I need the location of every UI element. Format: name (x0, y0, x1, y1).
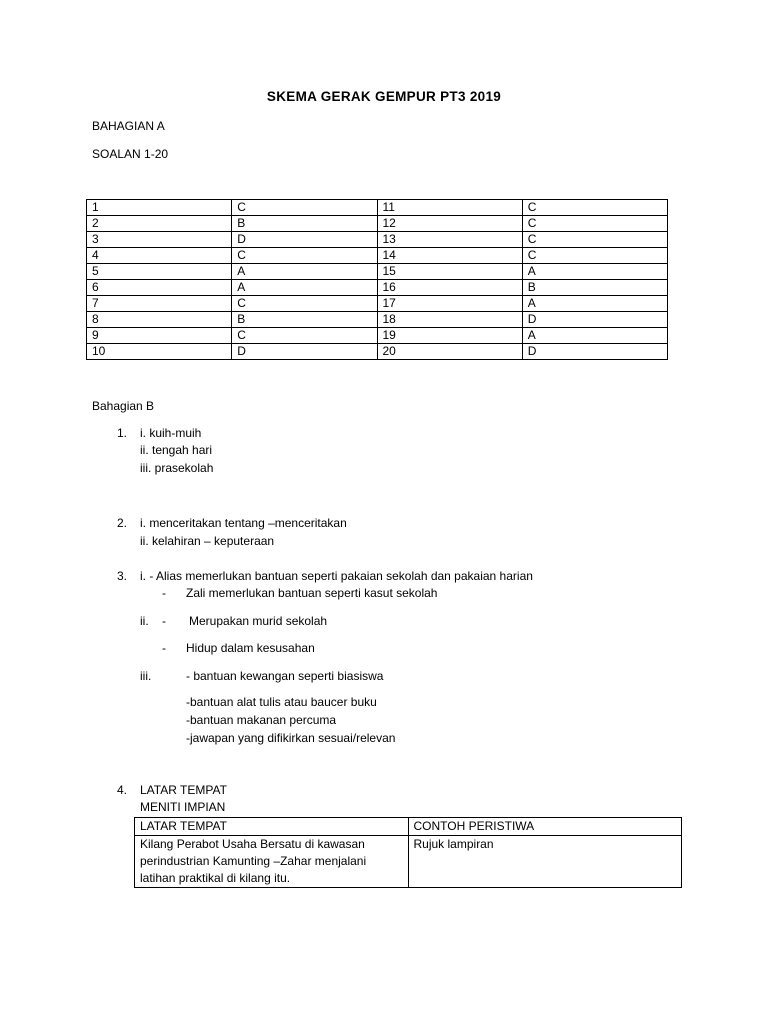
question-number: 8 (87, 312, 232, 328)
latar-header-tempat: LATAR TEMPAT (135, 818, 409, 836)
answer-letter: A (522, 296, 667, 312)
q3-answer-ii-2: Hidup dalam kesusahan (186, 641, 315, 655)
answer-letter: A (522, 328, 667, 344)
section-b-heading: Bahagian B (92, 399, 155, 413)
answer-letter: D (522, 344, 667, 360)
latar-table-header-row (135, 818, 682, 836)
q3-ii-label: ii. (140, 614, 149, 628)
question-number: 1 (87, 200, 232, 216)
latar-table-row (135, 836, 682, 888)
question-number: 6 (87, 280, 232, 296)
answer-row (87, 312, 668, 328)
answer-letter: C (232, 200, 377, 216)
answer-row (87, 280, 668, 296)
answer-table (86, 199, 668, 360)
latar-cell-peristiwa: Rujuk lampiran (408, 836, 682, 888)
q3-iii-label: iii. (140, 669, 152, 683)
q3-answer-iii-2: -bantuan alat tulis atau baucer buku (186, 695, 377, 709)
q1-answer-i: i. kuih-muih (140, 426, 202, 440)
answer-letter: C (522, 232, 667, 248)
q2-answer-ii: ii. kelahiran – keputeraan (140, 534, 275, 548)
answer-letter: A (232, 264, 377, 280)
answer-row (87, 296, 668, 312)
q4-line-2: MENITI IMPIAN (140, 800, 226, 814)
question-number: 9 (87, 328, 232, 344)
question-number: 17 (377, 296, 522, 312)
page-title: SKEMA GERAK GEMPUR PT3 2019 (266, 89, 502, 104)
q4-line-1: LATAR TEMPAT (140, 783, 227, 797)
answer-letter: B (522, 280, 667, 296)
answer-letter: A (522, 264, 667, 280)
section-a-heading: BAHAGIAN A (92, 119, 165, 133)
q3-answer-iii-3: -bantuan makanan percuma (186, 713, 337, 727)
q3-ii-dash-2: - (162, 641, 166, 655)
section-a-range: SOALAN 1-20 (92, 147, 169, 161)
question-number: 14 (377, 248, 522, 264)
answer-row (87, 248, 668, 264)
question-number: 7 (87, 296, 232, 312)
q3-answer-ii-1: Merupakan murid sekolah (189, 614, 328, 628)
q3-answer-i-sub: Zali memerlukan bantuan seperti kasut sekolah (186, 586, 438, 600)
q3-ii-dash-1: - (162, 614, 166, 628)
q2-number: 2. (117, 516, 128, 530)
answer-letter: B (232, 216, 377, 232)
q3-answer-iii-4: -jawapan yang difikirkan sesuai/relevan (186, 731, 396, 745)
answer-letter: C (522, 200, 667, 216)
q3-number: 3. (117, 569, 128, 583)
question-number: 18 (377, 312, 522, 328)
latar-header-peristiwa: CONTOH PERISTIWA (408, 818, 682, 836)
q4-number: 4. (117, 783, 128, 797)
question-number: 20 (377, 344, 522, 360)
answer-row (87, 328, 668, 344)
answer-letter: C (522, 248, 667, 264)
answer-letter: B (232, 312, 377, 328)
answer-letter: D (232, 344, 377, 360)
question-number: 3 (87, 232, 232, 248)
question-number: 5 (87, 264, 232, 280)
q3-i-dash: - (162, 586, 166, 600)
question-number: 19 (377, 328, 522, 344)
answer-letter: C (232, 328, 377, 344)
answer-letter: A (232, 280, 377, 296)
question-number: 16 (377, 280, 522, 296)
q3-answer-i: i. - Alias memerlukan bantuan seperti pakaian sekolah dan pakaian harian (140, 569, 533, 583)
answer-row (87, 232, 668, 248)
q1-answer-iii: iii. prasekolah (140, 461, 214, 475)
answer-row (87, 344, 668, 360)
question-number: 4 (87, 248, 232, 264)
answer-letter: C (232, 248, 377, 264)
question-number: 13 (377, 232, 522, 248)
q3-answer-iii-1: - bantuan kewangan seperti biasiswa (186, 669, 384, 683)
latar-cell-tempat: Kilang Perabot Usaha Bersatu di kawasan perindustrian Kamunting –Zahar menjalani latihan praktikal di kilang itu. (135, 836, 409, 888)
question-number: 12 (377, 216, 522, 232)
q2-answer-i: i. menceritakan tentang –menceritakan (140, 516, 347, 530)
question-number: 15 (377, 264, 522, 280)
latar-tempat-table (134, 817, 682, 888)
q1-answer-ii: ii. tengah hari (140, 443, 213, 457)
answer-letter: D (522, 312, 667, 328)
q1-number: 1. (117, 426, 128, 440)
question-number: 2 (87, 216, 232, 232)
question-number: 11 (377, 200, 522, 216)
answer-row (87, 200, 668, 216)
answer-letter: C (522, 216, 667, 232)
answer-row (87, 216, 668, 232)
answer-row (87, 264, 668, 280)
answer-letter: D (232, 232, 377, 248)
question-number: 10 (87, 344, 232, 360)
answer-letter: C (232, 296, 377, 312)
